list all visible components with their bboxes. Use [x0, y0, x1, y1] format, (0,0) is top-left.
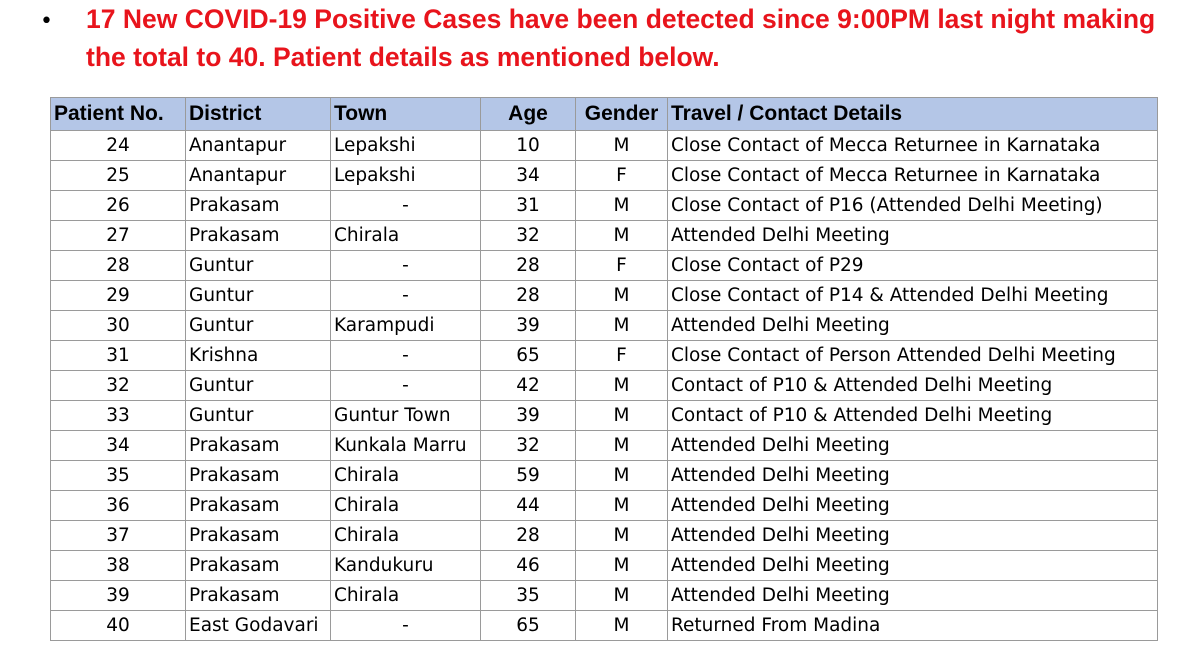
cell-age: 31 — [481, 191, 576, 221]
cell-travel-contact: Close Contact of Person Attended Delhi Meeting — [668, 341, 1158, 371]
cell-gender: M — [576, 461, 668, 491]
cell-town: - — [331, 371, 481, 401]
cell-gender: M — [576, 371, 668, 401]
cell-age: 35 — [481, 581, 576, 611]
cell-gender: F — [576, 251, 668, 281]
table-row — [51, 191, 1158, 221]
cell-town: - — [331, 281, 481, 311]
cell-district: Guntur — [186, 401, 331, 431]
table-row — [51, 281, 1158, 311]
table-row — [51, 311, 1158, 341]
cell-district: Anantapur — [186, 131, 331, 161]
header-district: District — [186, 98, 331, 131]
table-row — [51, 401, 1158, 431]
cell-town: - — [331, 341, 481, 371]
cell-patient-no: 37 — [51, 521, 186, 551]
cell-travel-contact: Attended Delhi Meeting — [668, 491, 1158, 521]
cell-town: Chirala — [331, 521, 481, 551]
patient-details-table — [50, 97, 1158, 641]
cell-age: 32 — [481, 431, 576, 461]
table-row — [51, 551, 1158, 581]
cell-district: Guntur — [186, 281, 331, 311]
table-header — [51, 98, 1158, 131]
cell-patient-no: 27 — [51, 221, 186, 251]
cell-travel-contact: Attended Delhi Meeting — [668, 431, 1158, 461]
cell-age: 28 — [481, 521, 576, 551]
cell-travel-contact: Returned From Madina — [668, 611, 1158, 641]
cell-district: Guntur — [186, 371, 331, 401]
cell-patient-no: 36 — [51, 491, 186, 521]
cell-travel-contact: Close Contact of Mecca Returnee in Karnataka — [668, 131, 1158, 161]
table-row — [51, 251, 1158, 281]
header-row — [51, 98, 1158, 131]
cell-patient-no: 40 — [51, 611, 186, 641]
cell-district: East Godavari — [186, 611, 331, 641]
headline-text: 17 New COVID-19 Positive Cases have been detected since 9:00PM last night making the total to 40. Patient details as mentioned below. — [86, 4, 1156, 72]
cell-gender: M — [576, 281, 668, 311]
cell-age: 39 — [481, 311, 576, 341]
cell-town: Kunkala Marru — [331, 431, 481, 461]
cell-travel-contact: Close Contact of P29 — [668, 251, 1158, 281]
cell-travel-contact: Close Contact of P14 & Attended Delhi Meeting — [668, 281, 1158, 311]
cell-age: 28 — [481, 281, 576, 311]
cell-town: Lepakshi — [331, 161, 481, 191]
cell-patient-no: 32 — [51, 371, 186, 401]
cell-gender: F — [576, 161, 668, 191]
cell-town: Chirala — [331, 491, 481, 521]
cell-district: Prakasam — [186, 431, 331, 461]
cell-travel-contact: Contact of P10 & Attended Delhi Meeting — [668, 401, 1158, 431]
bullet-point: • — [40, 9, 53, 34]
cell-town: Lepakshi — [331, 131, 481, 161]
cell-age: 28 — [481, 251, 576, 281]
cell-district: Prakasam — [186, 521, 331, 551]
cell-town: Chirala — [331, 221, 481, 251]
cell-patient-no: 28 — [51, 251, 186, 281]
cell-town: Chirala — [331, 581, 481, 611]
cell-patient-no: 24 — [51, 131, 186, 161]
cell-gender: M — [576, 191, 668, 221]
cell-patient-no: 35 — [51, 461, 186, 491]
header-patient-no: Patient No. — [51, 98, 186, 131]
cell-district: Prakasam — [186, 551, 331, 581]
cell-age: 46 — [481, 551, 576, 581]
cell-age: 32 — [481, 221, 576, 251]
cell-travel-contact: Attended Delhi Meeting — [668, 521, 1158, 551]
table-row — [51, 431, 1158, 461]
cell-district: Anantapur — [186, 161, 331, 191]
cell-gender: M — [576, 221, 668, 251]
cell-age: 10 — [481, 131, 576, 161]
cell-age: 34 — [481, 161, 576, 191]
cell-town: Guntur Town — [331, 401, 481, 431]
cell-patient-no: 29 — [51, 281, 186, 311]
cell-gender: M — [576, 431, 668, 461]
cell-patient-no: 33 — [51, 401, 186, 431]
cell-town: - — [331, 611, 481, 641]
header-town: Town — [331, 98, 481, 131]
cell-gender: M — [576, 401, 668, 431]
cell-district: Prakasam — [186, 221, 331, 251]
cell-patient-no: 31 — [51, 341, 186, 371]
table-row — [51, 461, 1158, 491]
table-row — [51, 161, 1158, 191]
cell-town: - — [331, 191, 481, 221]
cell-age: 65 — [481, 611, 576, 641]
table-row — [51, 491, 1158, 521]
cell-gender: M — [576, 581, 668, 611]
table-row — [51, 611, 1158, 641]
cell-patient-no: 39 — [51, 581, 186, 611]
table-row — [51, 371, 1158, 401]
cell-age: 44 — [481, 491, 576, 521]
cell-age: 65 — [481, 341, 576, 371]
table-row — [51, 521, 1158, 551]
cell-district: Krishna — [186, 341, 331, 371]
cell-age: 59 — [481, 461, 576, 491]
header-gender: Gender — [576, 98, 668, 131]
cell-district: Guntur — [186, 311, 331, 341]
cell-patient-no: 38 — [51, 551, 186, 581]
table-row — [51, 341, 1158, 371]
cell-age: 42 — [481, 371, 576, 401]
cell-town: - — [331, 251, 481, 281]
cell-patient-no: 25 — [51, 161, 186, 191]
cell-gender: M — [576, 551, 668, 581]
cell-travel-contact: Attended Delhi Meeting — [668, 551, 1158, 581]
cell-district: Guntur — [186, 251, 331, 281]
cell-patient-no: 34 — [51, 431, 186, 461]
cell-patient-no: 26 — [51, 191, 186, 221]
table-body — [51, 131, 1158, 641]
cell-gender: M — [576, 131, 668, 161]
header-age: Age — [481, 98, 576, 131]
cell-district: Prakasam — [186, 491, 331, 521]
cell-gender: M — [576, 611, 668, 641]
cell-gender: M — [576, 521, 668, 551]
headline-section — [0, 0, 1200, 90]
cell-gender: F — [576, 341, 668, 371]
table-row — [51, 131, 1158, 161]
cell-gender: M — [576, 311, 668, 341]
cell-travel-contact: Attended Delhi Meeting — [668, 221, 1158, 251]
cell-travel-contact: Close Contact of Mecca Returnee in Karnataka — [668, 161, 1158, 191]
table-row — [51, 221, 1158, 251]
cell-travel-contact: Attended Delhi Meeting — [668, 461, 1158, 491]
cell-district: Prakasam — [186, 461, 331, 491]
cell-gender: M — [576, 491, 668, 521]
cell-district: Prakasam — [186, 191, 331, 221]
cell-travel-contact: Close Contact of P16 (Attended Delhi Meeting) — [668, 191, 1158, 221]
cell-travel-contact: Attended Delhi Meeting — [668, 581, 1158, 611]
cell-town: Karampudi — [331, 311, 481, 341]
header-travel-contact: Travel / Contact Details — [668, 98, 1158, 131]
cell-district: Prakasam — [186, 581, 331, 611]
cell-age: 39 — [481, 401, 576, 431]
cell-travel-contact: Attended Delhi Meeting — [668, 311, 1158, 341]
cell-travel-contact: Contact of P10 & Attended Delhi Meeting — [668, 371, 1158, 401]
cell-town: Kandukuru — [331, 551, 481, 581]
table-row — [51, 581, 1158, 611]
cell-town: Chirala — [331, 461, 481, 491]
cell-patient-no: 30 — [51, 311, 186, 341]
